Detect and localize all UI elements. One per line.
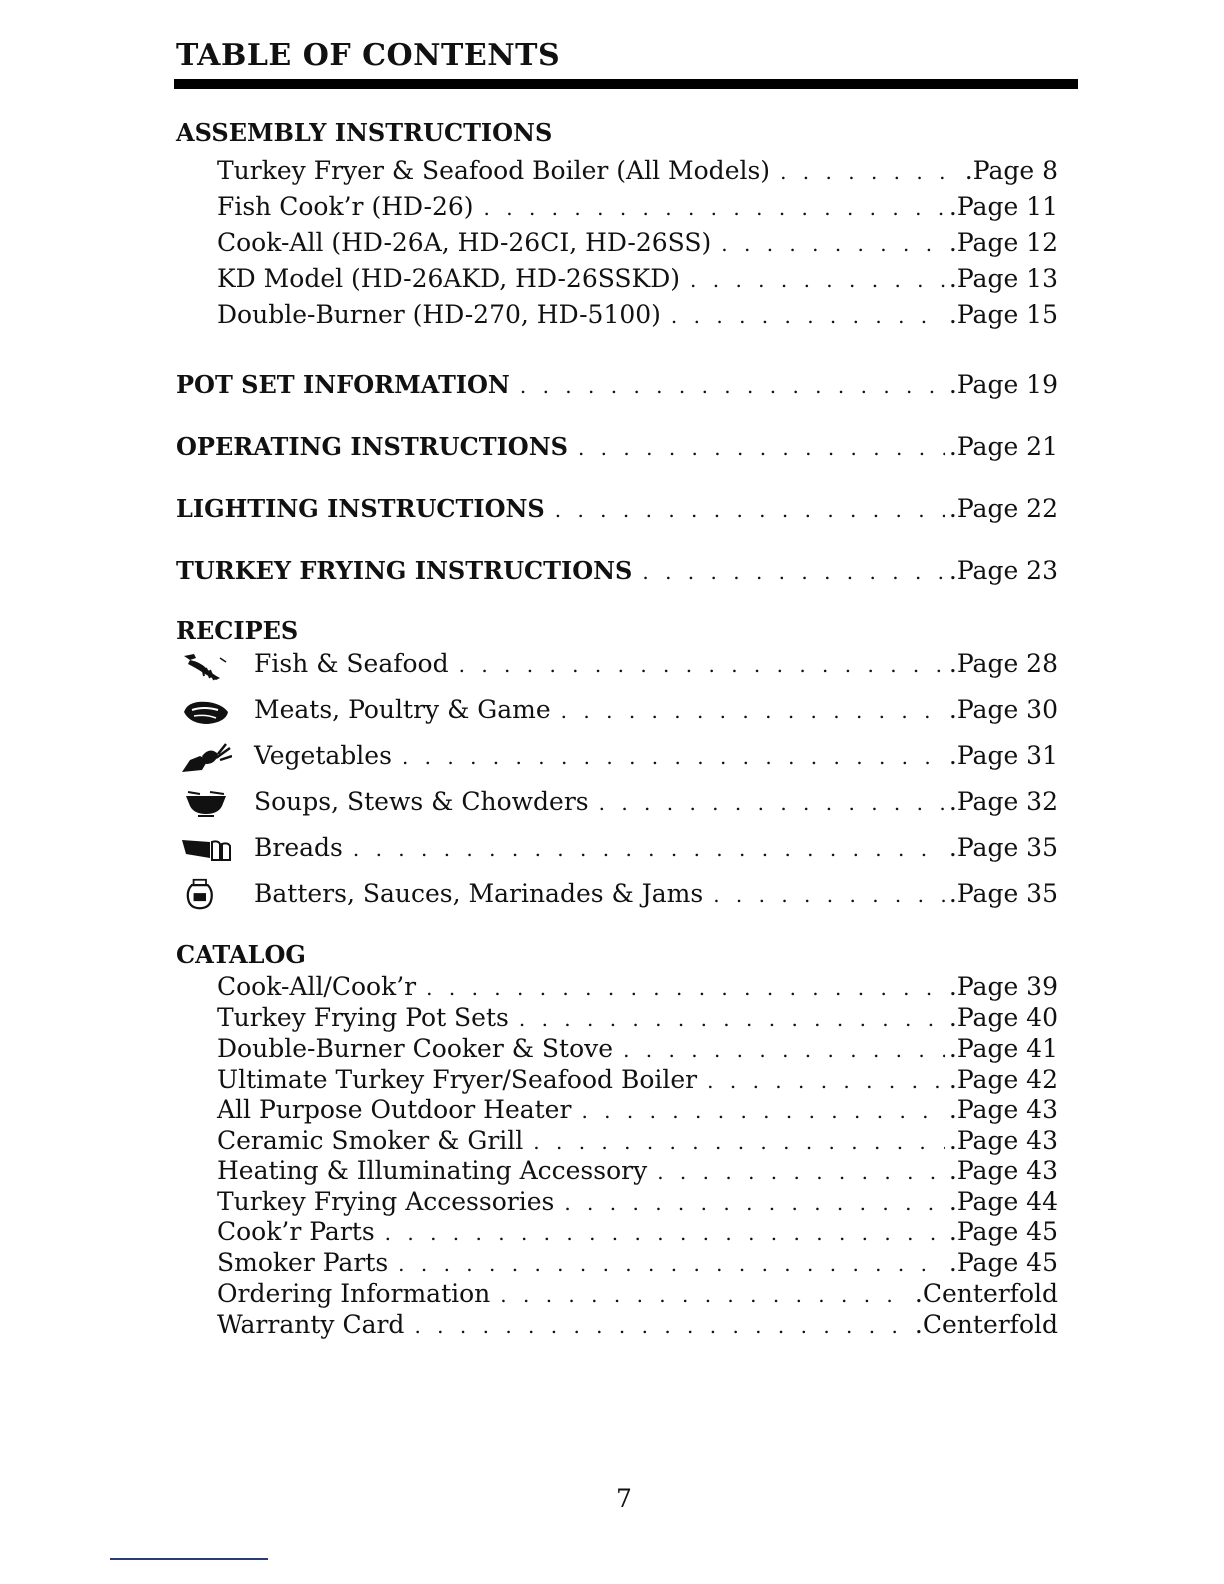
toc-entry[interactable] [217,299,1058,331]
entry-page: .Page 22 [948,494,1058,523]
entry-label: Turkey Frying Accessories [217,1187,555,1216]
dot-leader [707,1065,945,1097]
dot-leader [721,228,945,260]
entry-label: Batters, Sauces, Marinades & Jams [254,879,704,908]
entry-page: .Page 30 [948,695,1058,724]
entry-label: Ordering Information [217,1279,491,1308]
toc-entry[interactable] [217,263,1058,295]
dot-leader [402,741,945,773]
entry-label: Turkey Frying Pot Sets [217,1003,509,1032]
entry-page: .Page 40 [948,1003,1058,1032]
toc-section-entry[interactable] [176,369,1058,401]
toc-entry[interactable] [217,1094,1058,1126]
toc-entry[interactable] [217,1155,1058,1187]
entry-page: .Centerfold [914,1279,1058,1308]
entry-label: Meats, Poultry & Game [254,695,551,724]
dot-leader [671,300,945,332]
entry-label: Ultimate Turkey Fryer/Seafood Boiler [217,1065,698,1094]
dot-leader [426,972,945,1004]
entry-page: .Page 43 [948,1156,1058,1185]
entry-page: .Page 12 [948,228,1058,257]
recipe-entry[interactable] [254,694,1058,726]
entry-page: .Centerfold [914,1310,1058,1339]
entry-page: .Page 19 [948,370,1058,399]
dot-leader [657,1156,945,1188]
entry-label: Cook’r Parts [217,1217,375,1246]
toc-section-entry[interactable] [176,431,1058,463]
dot-leader [581,1095,944,1127]
toc-entry[interactable] [217,1125,1058,1157]
entry-label: Double-Burner Cooker & Stove [217,1034,614,1063]
entry-page: .Page 23 [948,556,1058,585]
entry-page: .Page 32 [948,787,1058,816]
dot-leader [398,1248,945,1280]
entry-label: Double-Burner (HD-270, HD-5100) [217,300,661,329]
entry-page: .Page 39 [948,972,1058,1001]
entry-page: .Page 11 [948,192,1058,221]
entry-page: .Page 41 [948,1034,1058,1063]
entry-label: Breads [254,833,343,862]
toc-section-entry[interactable] [176,555,1058,587]
toc-entry[interactable] [217,1064,1058,1096]
dot-leader [500,1279,911,1311]
entry-page: .Page 35 [948,833,1058,862]
toc-entry[interactable] [217,155,1058,187]
entry-page: .Page 28 [948,649,1058,678]
dot-leader [690,264,945,296]
toc-entry[interactable] [217,1309,1058,1341]
section-label: TURKEY FRYING INSTRUCTIONS [176,556,633,585]
toc-entry[interactable] [217,971,1058,1003]
recipe-entry[interactable] [254,878,1058,910]
section-label: OPERATING INSTRUCTIONS [176,432,568,461]
entry-page: .Page 8 [964,156,1058,185]
toc-entry[interactable] [217,1002,1058,1034]
dot-leader [623,1034,945,1066]
entry-page: .Page 13 [948,264,1058,293]
entry-page: .Page 15 [948,300,1058,329]
entry-page: .Page 45 [948,1217,1058,1246]
dot-leader [459,649,945,681]
toc-entry[interactable] [217,227,1058,259]
entry-label: Fish & Seafood [254,649,449,678]
jar-icon [180,878,232,910]
dot-leader [561,695,945,727]
dot-leader [385,1217,945,1249]
toc-entry[interactable] [217,1186,1058,1218]
page-number: 7 [616,1484,632,1513]
dot-leader [555,494,945,526]
page-title: TABLE OF CONTENTS [176,38,561,73]
entry-label: Ceramic Smoker & Grill [217,1126,524,1155]
entry-page: .Page 21 [948,432,1058,461]
dot-leader [414,1310,910,1342]
entry-label: Vegetables [254,741,392,770]
vegetables-icon [180,742,232,774]
section-label: LIGHTING INSTRUCTIONS [176,494,545,523]
section-heading-assembly: ASSEMBLY INSTRUCTIONS [176,118,553,147]
toc-entry[interactable] [217,191,1058,223]
dot-leader [564,1187,945,1219]
entry-page: .Page 42 [948,1065,1058,1094]
entry-page: .Page 45 [948,1248,1058,1277]
entry-label: Warranty Card [217,1310,405,1339]
section-heading-catalog: CATALOG [176,940,306,969]
entry-page: .Page 44 [948,1187,1058,1216]
toc-section-entry[interactable] [176,493,1058,525]
toc-entry[interactable] [217,1247,1058,1279]
entry-label: Heating & Illuminating Accessory [217,1156,648,1185]
entry-label: Fish Cook’r (HD-26) [217,192,474,221]
roast-icon [180,696,232,728]
entry-label: Cook-All/Cook’r [217,972,417,1001]
bread-loaf-icon [180,834,232,866]
dot-leader [533,1126,945,1158]
entry-page: .Page 43 [948,1126,1058,1155]
dot-leader [599,787,945,819]
entry-page: .Page 31 [948,741,1058,770]
dot-leader [713,879,945,911]
toc-entry[interactable] [217,1278,1058,1310]
entry-label: Smoker Parts [217,1248,389,1277]
recipe-entry[interactable] [254,832,1058,864]
bottom-rule [110,1558,268,1560]
dot-leader [353,833,945,865]
entry-page: .Page 35 [948,879,1058,908]
entry-label: Cook-All (HD-26A, HD-26CI, HD-26SS) [217,228,712,257]
entry-page: .Page 43 [948,1095,1058,1124]
toc-entry[interactable] [217,1033,1058,1065]
dot-leader [578,432,945,464]
entry-label: All Purpose Outdoor Heater [217,1095,572,1124]
entry-label: Soups, Stews & Chowders [254,787,589,816]
recipe-entry[interactable] [254,786,1058,818]
entry-label: KD Model (HD-26AKD, HD-26SSKD) [217,264,681,293]
entry-label: Turkey Fryer & Seafood Boiler (All Models) [217,156,771,185]
section-heading-recipes: RECIPES [176,616,299,645]
soup-bowl-icon [180,788,232,820]
dot-leader [519,1003,945,1035]
recipe-entry[interactable] [254,648,1058,680]
title-rule [174,79,1078,89]
toc-entry[interactable] [217,1216,1058,1248]
section-label: POT SET INFORMATION [176,370,510,399]
dot-leader [520,370,945,402]
dot-leader [484,192,945,224]
dot-leader [780,156,961,188]
recipe-entry[interactable] [254,740,1058,772]
lobster-icon [180,650,232,682]
dot-leader [642,556,945,588]
